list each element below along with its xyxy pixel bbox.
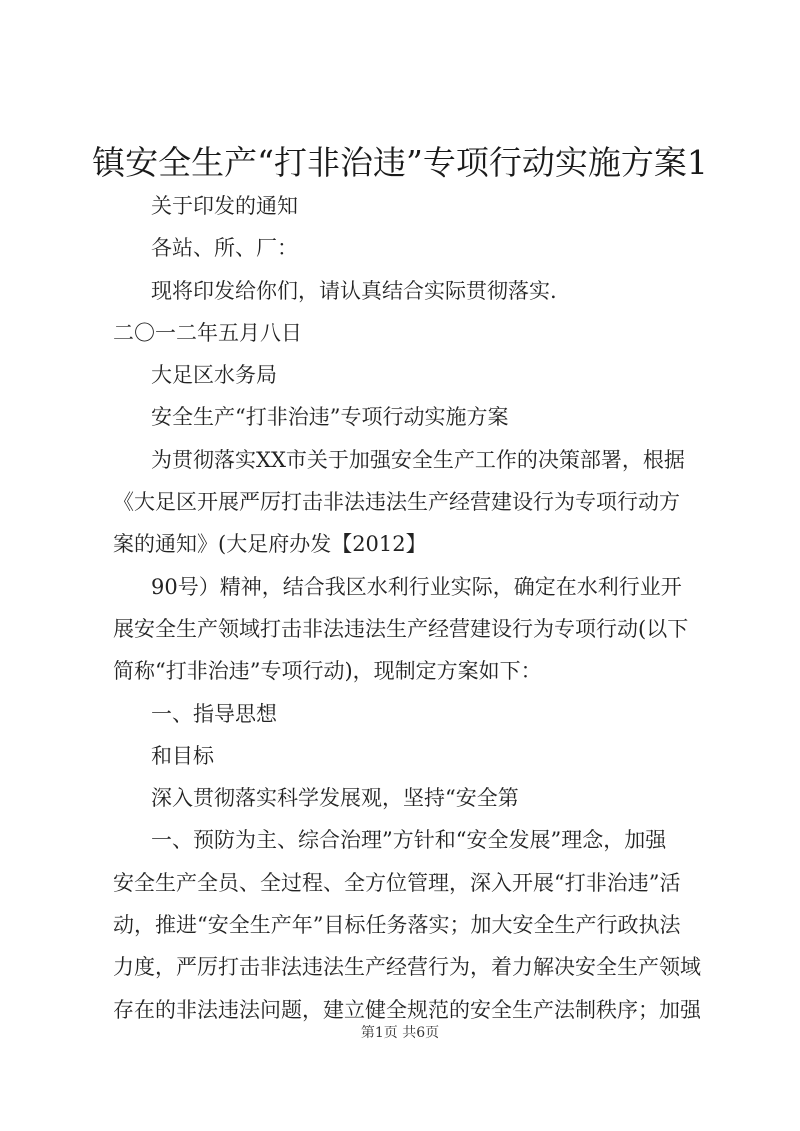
paragraph-line: 安全生产全员、全过程、全方位管理，深入开展“打非治违”活 xyxy=(113,870,681,895)
paragraph-line: 动，推进“安全生产年”目标任务落实；加大安全生产行政执法 xyxy=(113,913,681,938)
paragraph-line: 展安全生产领域打击非法违法生产经营建设行为专项行动(以下 xyxy=(113,616,689,641)
plan-heading: 安全生产“打非治违”专项行动实施方案 xyxy=(151,405,509,430)
paragraph-line: 简称“打非治违”专项行动)，现制定方案如下： xyxy=(113,659,542,684)
paragraph-line: 深入贯彻落实科学发展观，坚持“安全第 xyxy=(151,786,519,811)
paragraph-line: 一、预防为主、综合治理”方针和“安全发展”理念，加强 xyxy=(151,828,667,853)
issuer-line: 大足区水务局 xyxy=(151,363,277,388)
page-number-footer: 第1页 共6页 xyxy=(360,1025,440,1041)
paragraph-line: 案的通知》(大足府办发【2012】 xyxy=(113,532,427,557)
section-heading-continued: 和目标 xyxy=(151,743,214,768)
salutation: 各站、所、厂： xyxy=(151,236,298,261)
paragraph-line: 为贯彻落实XX市关于加强安全生产工作的决策部署，根据 xyxy=(151,447,685,472)
notice-heading: 关于印发的通知 xyxy=(151,194,298,218)
paragraph-line: 力度，严厉打击非法违法生产经营行为，着力解决安全生产领域 xyxy=(113,955,701,980)
paragraph-line: 现将印发给你们，请认真结合实际贯彻落实. xyxy=(151,278,557,303)
date-line: 二〇一二年五月八日 xyxy=(113,320,302,345)
document-title: 镇安全生产“打非治违”专项行动实施方案1 xyxy=(92,143,708,182)
document-body xyxy=(113,185,703,1031)
paragraph-line: 存在的非法违法问题，建立健全规范的安全生产法制秩序；加强 xyxy=(113,997,701,1022)
section-heading: 一、指导思想 xyxy=(151,701,277,726)
paragraph-line: 《大足区开展严厉打击非法违法生产经营建设行为专项行动方 xyxy=(113,490,680,515)
paragraph-line: 90号）精神，结合我区水利行业实际，确定在水利行业开 xyxy=(151,574,682,599)
